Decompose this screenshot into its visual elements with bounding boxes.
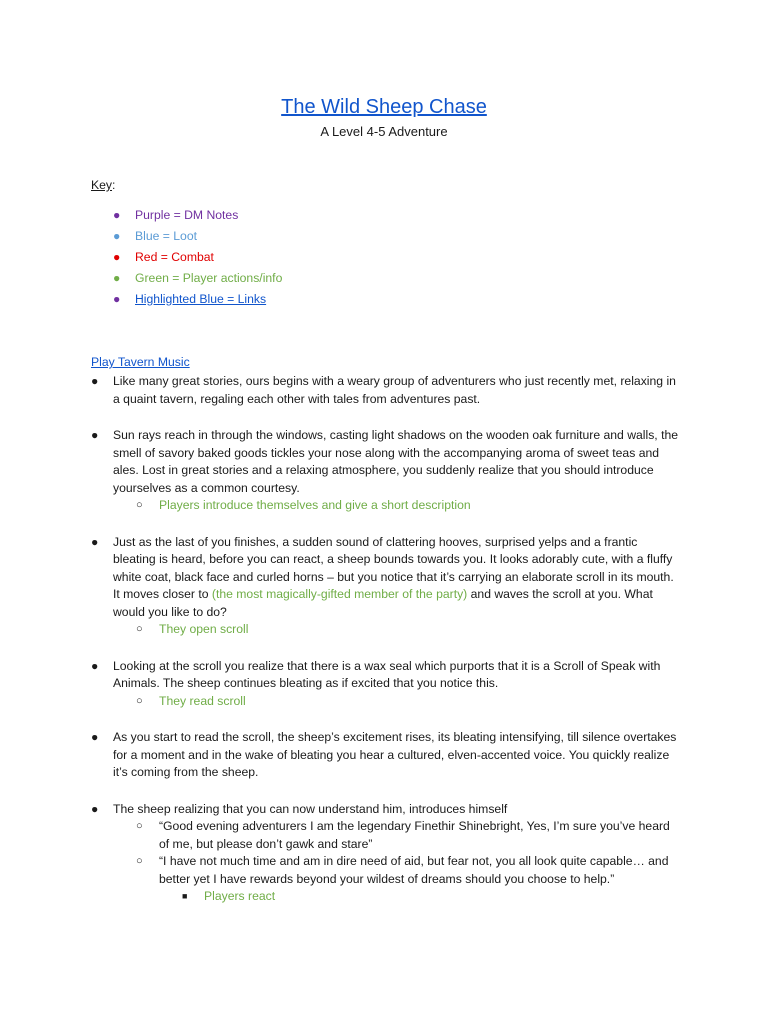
sub-list: [113, 497, 681, 515]
play-tavern-music-link[interactable]: Play Tavern Music: [91, 355, 190, 369]
spacer: [91, 782, 681, 801]
story-text: Looking at the scroll you realize that there is a wax seal which purports that it is a Scroll of Speak with Animals. The sheep continues bleating as if excited that you notice this.: [113, 658, 661, 690]
spacer: [91, 408, 681, 427]
dialogue-text: “I have not much time and am in dire need of aid, but fear not, you all look quite capable… and better yet I have rewards beyond your wildest of dreams should you choose to help.”: [159, 854, 669, 886]
sub-list: [113, 818, 681, 906]
key-item-label: Red = Combat: [135, 250, 214, 264]
story-text: The sheep realizing that you can now understand him, introduces himself: [113, 801, 508, 816]
square-bullet-icon: ■: [182, 891, 188, 901]
story-text: Just as the last of you finishes, a sudden sound of clattering hooves, surprised yelps and a frantic bleating is heard, before you can react, a sheep bounds towards you. It looks adorably cute, with a fluffy white coat, black face and curled horns – but you notice that it’s carrying an elaborate scroll in its mouth. It moves closer to: [113, 534, 674, 601]
bullet-dot-icon: ●: [113, 250, 121, 264]
sub-list: [113, 693, 681, 711]
bullet-dot-icon: ●: [113, 229, 121, 243]
key-list: [113, 207, 282, 312]
dialogue-text: “Good evening adventurers I am the legendary Finethir Shinebright, Yes, I’m sure you’ve heard of me, but please don’t gawk and stare”: [159, 819, 670, 851]
key-item-label: Purple = DM Notes: [135, 208, 239, 222]
key-item-dm-notes: [113, 207, 282, 228]
sub-item: [136, 818, 681, 853]
sub-item: [136, 621, 681, 639]
story-item: [91, 373, 681, 408]
hollow-circle-icon: ○: [136, 694, 143, 707]
key-colon: :: [112, 178, 116, 192]
story-item: [91, 427, 681, 515]
sub-item: [136, 693, 681, 711]
bullet-dot-icon: ●: [113, 292, 121, 306]
hollow-circle-icon: ○: [136, 820, 143, 832]
bullet-dot-icon: ●: [113, 208, 121, 222]
sub-item: [136, 853, 681, 906]
page-subtitle: A Level 4-5 Adventure: [320, 124, 448, 139]
key-item-label: Green = Player actions/info: [135, 271, 283, 285]
page-title[interactable]: The Wild Sheep Chase: [281, 96, 487, 118]
hollow-circle-icon: ○: [136, 623, 143, 635]
bullet-dot-icon: ●: [91, 534, 99, 549]
sub-sub-list: [159, 888, 681, 906]
key-item-label-link[interactable]: Highlighted Blue = Links: [135, 292, 267, 306]
story-text: Sun rays reach in through the windows, casting light shadows on the wooden oak furniture and walls, the smell of savory baked goods tickles your nose along with the accompanying aroma of sweet teas and ales. Lost in great stories and a relaxing atmosphere, you suddenly realize that you should introduce yourselves as a common courtesy.: [113, 428, 679, 495]
key-label: Key: [91, 178, 113, 192]
spacer: [91, 515, 681, 534]
bullet-dot-icon: ●: [91, 658, 99, 673]
sub-item: [136, 497, 681, 515]
sub-list: [113, 621, 681, 639]
bullet-dot-icon: ●: [91, 374, 99, 388]
bullet-dot-icon: ●: [113, 271, 121, 285]
key-heading: [91, 177, 115, 195]
story-text: As you start to read the scroll, the sheep’s excitement rises, its bleating intensifying, till silence overtakes for a moment and in the wake of bleating you hear a cultured, elven-accented voice. You quickly realize it’s coming from the sheep.: [113, 730, 677, 779]
hollow-circle-icon: ○: [136, 855, 143, 867]
story-list: [91, 373, 681, 906]
player-action-text: Players react: [204, 889, 276, 903]
key-item-player-actions: [113, 270, 282, 291]
player-action-text: They read scroll: [159, 693, 246, 708]
story-item: [91, 658, 681, 711]
bullet-dot-icon: ●: [91, 428, 99, 442]
key-item-label: Blue = Loot: [135, 229, 198, 243]
player-action-text: Players introduce themselves and give a short description: [159, 498, 471, 512]
player-action-text: They open scroll: [159, 622, 249, 636]
sub-sub-item: [182, 888, 681, 906]
bullet-dot-icon: ●: [91, 730, 99, 744]
spacer: [91, 710, 681, 729]
key-item-combat: [113, 249, 282, 270]
story-item: [91, 729, 681, 782]
bullet-dot-icon: ●: [91, 801, 99, 816]
story-text: and waves the scroll at you. What would you like to do?: [113, 587, 653, 619]
spacer: [91, 639, 681, 658]
key-item-loot: [113, 228, 282, 249]
story-item: [91, 534, 681, 639]
story-item: [91, 801, 681, 906]
key-item-links: [113, 291, 282, 312]
story-text: Like many great stories, ours begins with a weary group of adventurers who just recently met, relaxing in a quaint tavern, regaling each other with tales from adventures past.: [113, 374, 676, 406]
player-info-text: (the most magically-gifted member of the party): [211, 587, 468, 601]
hollow-circle-icon: ○: [136, 499, 143, 511]
